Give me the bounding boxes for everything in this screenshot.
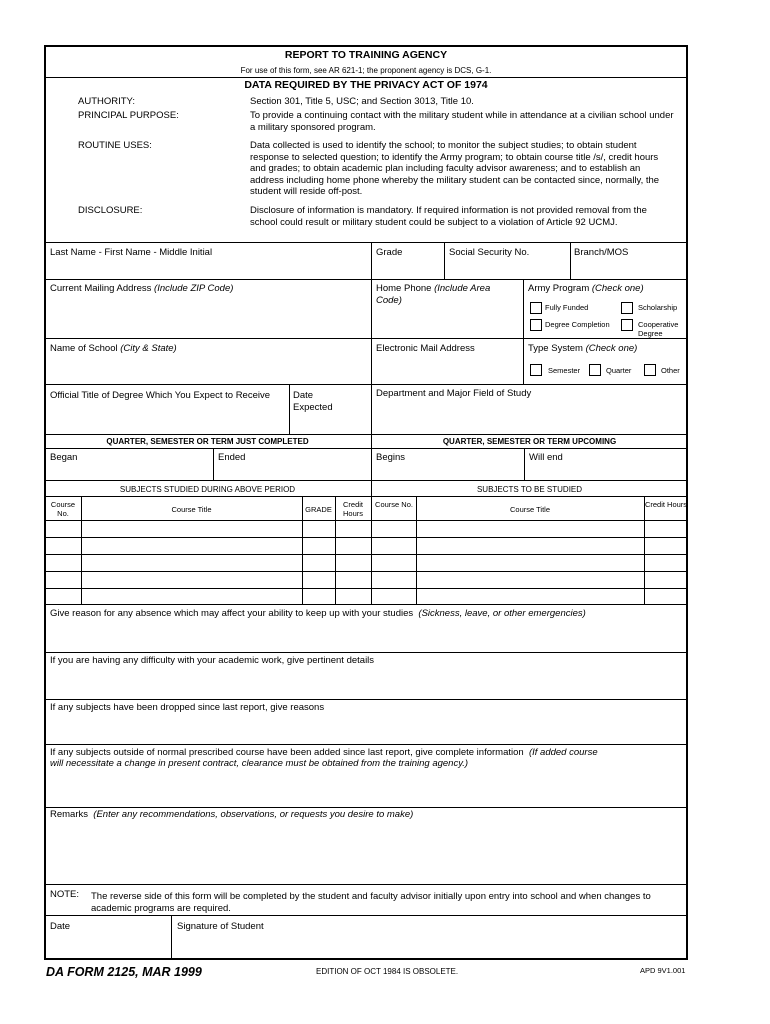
type-system-label: Type System (Check one)	[528, 343, 638, 354]
upcoming-term-header: QUARTER, SEMESTER OR TERM UPCOMING	[442, 437, 617, 446]
added-question-hint: will necessitate a change in present contract, clearance must be obtained from the training agency.)	[50, 758, 469, 769]
date-label: Date	[50, 921, 71, 932]
completed-term-header: QUARTER, SEMESTER OR TERM JUST COMPLETED	[106, 437, 309, 446]
edition-note: EDITION OF OCT 1984 IS OBSOLETE.	[316, 967, 459, 976]
address-label: Current Mailing Address (Include ZIP Code)	[50, 283, 234, 294]
difficulty-question: If you are having any difficulty with your academic work, give pertinent details	[50, 655, 375, 666]
branch-label: Branch/MOS	[574, 247, 629, 258]
ssn-label: Social Security No.	[449, 247, 530, 258]
will-end-label: Will end	[529, 452, 563, 463]
cooperative-degree-label: Degree	[638, 329, 663, 338]
remarks-label: Remarks (Enter any recommendations, observations, or requests you desire to make)	[50, 809, 414, 820]
cooperative-label: Cooperative	[638, 320, 679, 329]
quarter-checkbox[interactable]	[589, 364, 601, 376]
privacy-act-title: DATA REQUIRED BY THE PRIVACY ACT OF 1974	[244, 79, 488, 91]
home-phone-hint: Code)	[376, 295, 402, 306]
school-label: Name of School (City & State)	[50, 343, 177, 354]
to-study-course-title-header: Course Title	[509, 505, 551, 514]
studied-credit-hours-header: Credit Hours	[342, 500, 363, 518]
to-study-course-no-header: Course No.	[375, 500, 413, 509]
department-label: Department and Major Field of Study	[376, 388, 532, 399]
fully-funded-label: Fully Funded	[545, 303, 589, 312]
cooperative-degree-checkbox[interactable]	[621, 319, 633, 331]
degree-completion-label: Degree Completion	[545, 320, 610, 329]
ended-label: Ended	[218, 452, 246, 463]
form-title: REPORT TO TRAINING AGENCY	[284, 49, 448, 61]
fully-funded-checkbox[interactable]	[530, 302, 542, 314]
semester-label: Semester	[548, 366, 581, 375]
dropped-question: If any subjects have been dropped since last report, give reasons	[50, 702, 325, 713]
degree-title-label: Official Title of Degree Which You Expect to Receive	[50, 390, 271, 401]
absence-question: Give reason for any absence which may affect your ability to keep up with your studies (Sickness, leave, or other emergencies)	[50, 608, 586, 619]
authority-text: Section 301, Title 5, USC; and Section 3013, Title 10.	[250, 96, 474, 107]
to-study-credit-hours-header: Credit Hours	[644, 500, 688, 509]
quarter-label: Quarter	[606, 366, 632, 375]
home-phone-label: Home Phone (Include Area	[376, 283, 491, 294]
email-label: Electronic Mail Address	[376, 343, 475, 354]
date-expected-label: Date Expected	[293, 390, 333, 413]
begins-label: Begins	[376, 452, 406, 463]
studied-course-no-header: Course No.	[50, 500, 76, 518]
other-checkbox[interactable]	[644, 364, 656, 376]
grade-header: GRADE	[305, 505, 332, 514]
form-subtitle: For use of this form, see AR 621-1; the proponent agency is DCS, G-1.	[240, 66, 492, 75]
note-text: The reverse side of this form will be completed by the student and faculty advisor initially upon entry into school and when changes to academic programs are required.	[91, 891, 651, 914]
semester-checkbox[interactable]	[530, 364, 542, 376]
subjects-table-body[interactable]	[45, 521, 687, 604]
disclosure-text: Disclosure of information is mandatory. If required information is not provided removal from the school could result or military student could be subject to a violation of Article 92 UCMJ.	[250, 205, 647, 228]
form-number: DA FORM 2125, MAR 1999	[46, 965, 202, 979]
routine-uses-label: ROUTINE USES:	[78, 140, 152, 151]
scholarship-checkbox[interactable]	[621, 302, 633, 314]
scholarship-label: Scholarship	[638, 303, 678, 312]
grade-label: Grade	[376, 247, 403, 258]
signature-label: Signature of Student	[177, 921, 264, 932]
authority-label: AUTHORITY:	[78, 96, 136, 107]
purpose-text: To provide a continuing contact with the military student while in attendance at a civilian school under a military sponsored program.	[250, 110, 674, 133]
studied-course-title-header: Course Title	[171, 505, 212, 514]
routine-uses-text: Data collected is used to identify the school; to monitor the subject studies; to obtain student response to selected question; to identify the Army program; to obtain course title /s/, credit hours and grades; to obtain academic plan including faculty advisor awareness; and to establish an address including home phone whereby the military student can be contacted since, normally, the student will reside off-post.	[250, 140, 660, 197]
name-label: Last Name - First Name - Middle Initial	[50, 247, 213, 258]
army-program-label: Army Program (Check one)	[528, 283, 644, 294]
note-label: NOTE:	[50, 889, 80, 900]
apd-code: APD 9V1.001	[640, 966, 686, 975]
disclosure-label: DISCLOSURE:	[78, 205, 143, 216]
to-study-header: SUBJECTS TO BE STUDIED	[476, 485, 583, 494]
studied-header: SUBJECTS STUDIED DURING ABOVE PERIOD	[119, 485, 296, 494]
began-label: Began	[50, 452, 78, 463]
degree-completion-checkbox[interactable]	[530, 319, 542, 331]
other-label: Other	[661, 366, 680, 375]
purpose-label: PRINCIPAL PURPOSE:	[78, 110, 179, 121]
added-question: If any subjects outside of normal prescribed course have been added since last report, give complete information (If added course	[50, 747, 598, 758]
